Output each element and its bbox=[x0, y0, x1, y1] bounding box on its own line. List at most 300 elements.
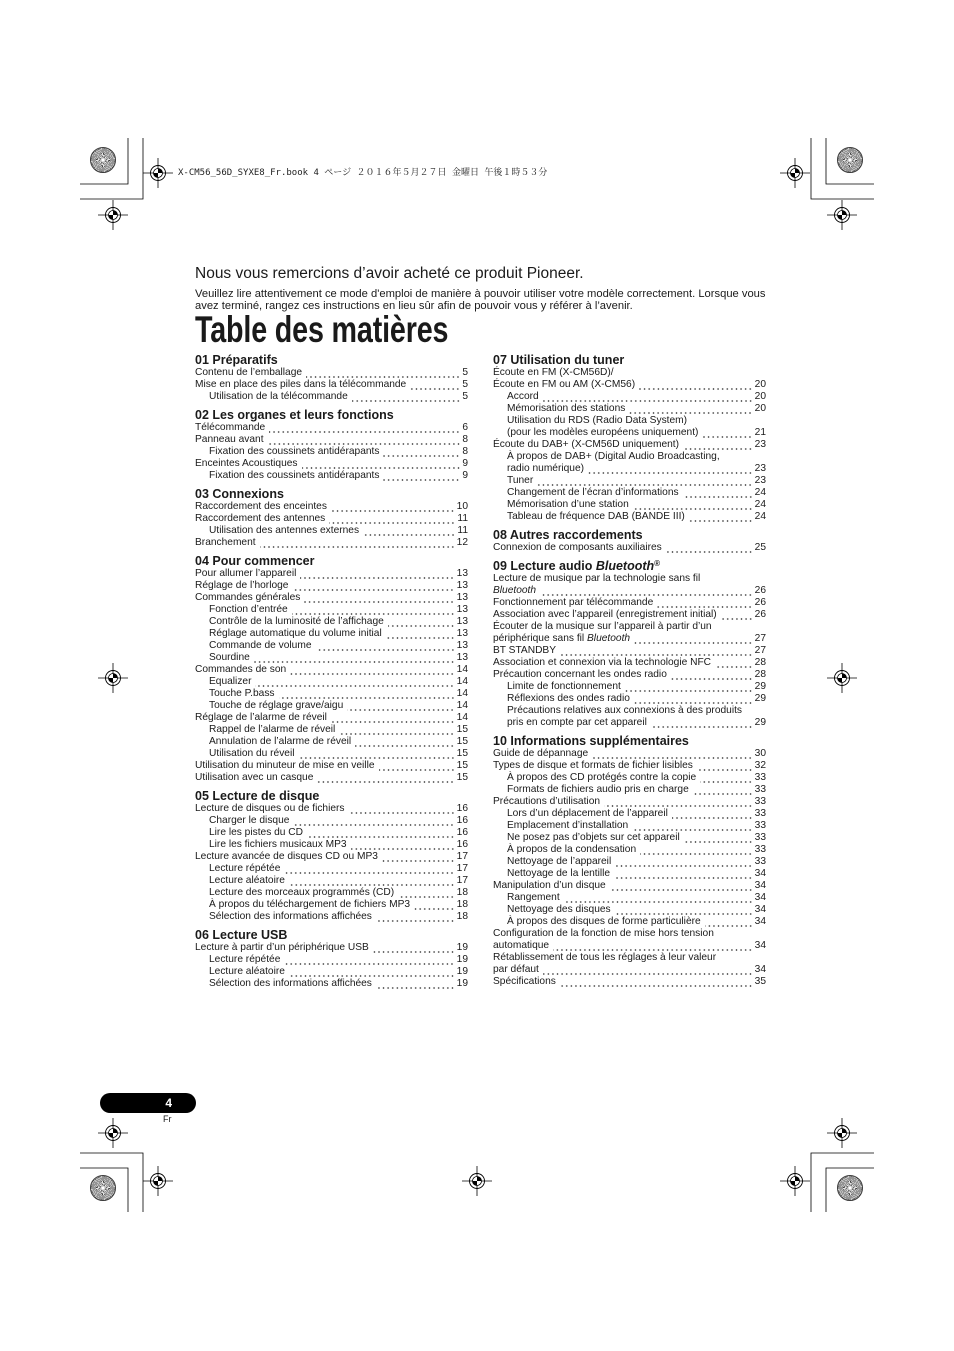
toc-section-heading bbox=[195, 353, 468, 367]
dot-leader bbox=[307, 836, 455, 838]
toc-entry-page: 29 bbox=[754, 717, 766, 728]
toc-entry-page: 23 bbox=[754, 439, 766, 450]
toc-entry-title bbox=[195, 501, 327, 513]
toc-entry-text: Formats de fichiers audio pris en charge bbox=[507, 784, 689, 795]
toc-entry-text: Utilisation des antennes externes bbox=[209, 525, 360, 536]
language-code: Fr bbox=[163, 1114, 172, 1124]
toc-entry-title bbox=[507, 511, 685, 523]
toc-entry-text: Lecture à partir d’un périphérique USB bbox=[195, 942, 369, 953]
registration-mark bbox=[143, 1166, 173, 1196]
print-slug-line: X-CM56_56D_SYXE8_Fr.book 4 ページ ２０１６年５月２７日 金曜日 午後１時５３分 bbox=[178, 168, 548, 178]
toc-entry-title bbox=[195, 760, 375, 772]
dot-leader bbox=[604, 805, 753, 807]
toc-entry-text: Réglage de l’alarme de réveil bbox=[195, 712, 327, 723]
toc-entry bbox=[195, 537, 468, 549]
toc-entry-title bbox=[507, 427, 698, 439]
toc-entry-text: Rappel de l’alarme de réveil bbox=[209, 724, 336, 735]
registered-mark: ® bbox=[654, 559, 661, 568]
toc-entry-text: Configuration de la fonction de mise hors tension bbox=[493, 928, 714, 939]
toc-entry bbox=[493, 904, 766, 916]
toc-entry-page: 33 bbox=[754, 820, 766, 831]
registration-mark bbox=[827, 200, 857, 230]
toc-entry bbox=[195, 772, 468, 784]
dot-leader bbox=[306, 376, 460, 378]
toc-entry-text: Rétablissement de tous les réglages à leur valeur bbox=[493, 952, 717, 963]
section-title: 10 Informations supplémentaires bbox=[493, 734, 689, 748]
toc-entry bbox=[195, 863, 468, 875]
toc-entry bbox=[195, 712, 468, 724]
toc-entry bbox=[493, 892, 766, 904]
toc-entry-text: Lire les fichiers musicaux MP3 bbox=[209, 839, 347, 850]
dot-leader bbox=[347, 709, 454, 711]
toc-entry-title bbox=[195, 568, 296, 580]
toc-entry-text: Précaution concernant les ondes radio bbox=[493, 669, 667, 680]
dot-leader bbox=[373, 951, 455, 953]
toc-entry-page: 14 bbox=[456, 700, 468, 711]
dot-leader bbox=[614, 877, 753, 879]
dot-leader bbox=[410, 388, 460, 390]
toc-entry-title bbox=[493, 597, 653, 609]
toc-entry-text: Utilisation du RDS (Radio Data System) bbox=[507, 415, 688, 426]
toc-entry bbox=[195, 501, 468, 513]
toc-entry bbox=[195, 942, 468, 954]
toc-entry bbox=[493, 645, 766, 657]
toc-entry-text: Annulation de l’alarme de réveil bbox=[209, 736, 352, 747]
toc-entry bbox=[195, 875, 468, 887]
toc-entry-title bbox=[493, 669, 667, 681]
toc-entry-page: 34 bbox=[754, 892, 766, 903]
section-title: 02 Les organes et leurs fonctions bbox=[195, 408, 394, 422]
toc-entry bbox=[195, 760, 468, 772]
registration-mark bbox=[98, 663, 128, 693]
toc-entry bbox=[493, 916, 766, 928]
color-target-bottom-right bbox=[837, 1175, 863, 1201]
dot-leader bbox=[702, 436, 752, 438]
toc-entry-title bbox=[209, 688, 275, 700]
dot-leader bbox=[363, 534, 455, 536]
toc-entry-page: 33 bbox=[754, 796, 766, 807]
toc-entry-title bbox=[209, 446, 379, 458]
toc-entry-page: 24 bbox=[754, 487, 766, 498]
toc-entry-text: Nettoyage de la lentille bbox=[507, 868, 611, 879]
toc-entry-page: 10 bbox=[456, 501, 468, 512]
toc-entry-text: Association avec l’appareil (enregistrement initial) bbox=[493, 609, 717, 620]
toc-entry-text: Commandes de son bbox=[195, 664, 287, 675]
toc-entry-page: 23 bbox=[754, 475, 766, 486]
toc-entry bbox=[493, 621, 766, 633]
toc-entry-text: À propos des CD protégés contre la copie bbox=[507, 772, 697, 783]
dot-leader bbox=[693, 793, 753, 795]
toc-entry-text: (pour les modèles européens uniquement) bbox=[507, 427, 699, 438]
dot-leader bbox=[543, 400, 753, 402]
dot-leader bbox=[615, 913, 753, 915]
toc-entry bbox=[493, 748, 766, 760]
toc-entry-page: 9 bbox=[462, 458, 468, 469]
toc-entry-title bbox=[507, 844, 636, 856]
section-title: 08 Autres raccordements bbox=[493, 528, 643, 542]
toc-entry bbox=[493, 669, 766, 681]
toc-entry bbox=[493, 808, 766, 820]
toc-entry-title bbox=[507, 705, 742, 717]
toc-entry-title bbox=[209, 736, 351, 748]
toc-entry-page: 13 bbox=[456, 616, 468, 627]
toc-entry-text: Enceintes Acoustiques bbox=[195, 458, 298, 469]
toc-entry-page: 13 bbox=[456, 652, 468, 663]
toc-entry bbox=[493, 542, 766, 554]
toc-entry-page: 11 bbox=[457, 525, 468, 536]
toc-entry bbox=[493, 487, 766, 499]
toc-entry-title bbox=[195, 367, 302, 379]
toc-entry-text: Types de disque et formats de fichier lisibles bbox=[493, 760, 693, 771]
toc-entry-page: 6 bbox=[462, 422, 468, 433]
toc-entry bbox=[195, 422, 468, 434]
registration-mark bbox=[827, 1118, 857, 1148]
toc-entry-page: 33 bbox=[754, 832, 766, 843]
toc-entry-title bbox=[195, 803, 345, 815]
toc-entry-text: par défaut bbox=[493, 964, 539, 975]
toc-entry-title bbox=[209, 640, 312, 652]
toc-entry-page: 13 bbox=[456, 592, 468, 603]
toc-entry-text: Lecture de musique par la technologie sans fil bbox=[493, 573, 701, 584]
toc-entry-page: 19 bbox=[456, 954, 468, 965]
dot-leader bbox=[331, 721, 455, 723]
toc-entry-text: Utilisation de la télécommande bbox=[209, 391, 348, 402]
toc-entry-page: 14 bbox=[456, 712, 468, 723]
dot-leader bbox=[633, 508, 753, 510]
toc-entry-title bbox=[209, 827, 303, 839]
color-target-bottom-left bbox=[90, 1175, 116, 1201]
toc-entry-title bbox=[209, 887, 394, 899]
toc-entry-text: radio numérique) bbox=[507, 463, 585, 474]
toc-entry-page: 17 bbox=[456, 875, 468, 886]
toc-entry bbox=[493, 681, 766, 693]
toc-entry-page: 9 bbox=[462, 470, 468, 481]
toc-entry bbox=[493, 511, 766, 523]
toc-entry-text: Tuner bbox=[507, 475, 534, 486]
dot-leader bbox=[615, 865, 752, 867]
toc-entry-title bbox=[507, 784, 689, 796]
toc-entry bbox=[195, 391, 468, 403]
toc-entry-page: 34 bbox=[754, 880, 766, 891]
toc-column-right bbox=[493, 353, 766, 988]
dot-leader bbox=[700, 781, 753, 783]
dot-leader bbox=[284, 963, 454, 965]
dot-leader bbox=[625, 690, 753, 692]
toc-entry-text: Rangement bbox=[507, 892, 560, 903]
page-number-tab bbox=[100, 1093, 196, 1113]
toc-entry-title bbox=[493, 657, 711, 669]
dot-leader bbox=[290, 673, 454, 675]
dot-leader bbox=[268, 443, 461, 445]
toc-entry-text: Écouter de la musique sur l’appareil à partir d’un bbox=[493, 621, 712, 632]
dot-leader bbox=[352, 400, 461, 402]
toc-entry-title bbox=[209, 863, 280, 875]
toc-entry bbox=[195, 851, 468, 863]
dot-leader bbox=[255, 685, 454, 687]
toc-entry-page: 19 bbox=[456, 966, 468, 977]
toc-entry bbox=[493, 415, 766, 427]
toc-entry-text: Commandes générales bbox=[195, 592, 301, 603]
dot-leader bbox=[414, 908, 455, 910]
toc-entry bbox=[195, 899, 468, 911]
dot-leader bbox=[683, 496, 753, 498]
toc-entry-title bbox=[493, 645, 556, 657]
toc-entry bbox=[195, 434, 468, 446]
toc-entry bbox=[195, 966, 468, 978]
toc-entry-title bbox=[195, 851, 378, 863]
toc-entry bbox=[195, 839, 468, 851]
registration-mark bbox=[780, 158, 810, 188]
toc-entry-text: Fixation des coussinets antidérapants bbox=[209, 470, 380, 481]
toc-entry bbox=[195, 592, 468, 604]
page-title: Table des matières bbox=[195, 309, 449, 350]
dot-leader bbox=[284, 872, 454, 874]
toc-entry bbox=[493, 717, 766, 729]
toc-entry bbox=[195, 736, 468, 748]
page-number: 4 bbox=[165, 1096, 172, 1110]
toc-entry-text: Réflexions des ondes radio bbox=[507, 693, 630, 704]
toc-entry-title bbox=[195, 712, 327, 724]
toc-entry-title bbox=[507, 681, 621, 693]
toc-entry-title bbox=[195, 772, 313, 784]
toc-entry-text: Panneau avant bbox=[195, 434, 264, 445]
toc-entry-text: Lecture des morceaux programmés (CD) bbox=[209, 887, 395, 898]
dot-leader bbox=[560, 985, 753, 987]
toc-entry bbox=[493, 693, 766, 705]
toc-entry-page: 14 bbox=[456, 676, 468, 687]
toc-entry-page: 32 bbox=[754, 760, 766, 771]
toc-entry bbox=[493, 928, 766, 940]
toc-entry-title bbox=[209, 391, 348, 403]
dot-leader bbox=[317, 781, 454, 783]
toc-entry-title bbox=[507, 451, 720, 463]
dot-leader bbox=[329, 522, 455, 524]
toc-entry-text: Précautions d’utilisation bbox=[493, 796, 601, 807]
toc-entry-text: Sélection des informations affichées bbox=[209, 911, 372, 922]
toc-entry-title bbox=[209, 652, 250, 664]
dot-leader bbox=[560, 654, 753, 656]
toc-entry-page: 15 bbox=[456, 736, 468, 747]
toc-entry bbox=[493, 772, 766, 784]
toc-entry-text: Nettoyage de l’appareil bbox=[507, 856, 612, 867]
toc-entry-text: périphérique sans fil bbox=[493, 633, 588, 644]
intro-thanks: Nous vous remercions d’avoir acheté ce produit Pioneer. bbox=[195, 265, 584, 282]
toc-entry-title bbox=[209, 966, 285, 978]
toc-entry-page: 20 bbox=[754, 403, 766, 414]
toc-entry-page: 5 bbox=[462, 379, 468, 390]
toc-entry-title bbox=[195, 664, 286, 676]
toc-entry-title bbox=[209, 815, 289, 827]
toc-entry-text: Écoute du DAB+ (X-CM56D uniquement) bbox=[493, 439, 680, 450]
toc-entry-text: Lire les pistes du CD bbox=[209, 827, 303, 838]
dot-leader bbox=[640, 853, 753, 855]
toc-entry-text: Lecture répétée bbox=[209, 863, 281, 874]
toc-section-heading bbox=[493, 559, 766, 573]
dot-leader bbox=[388, 625, 455, 627]
toc-entry-title bbox=[507, 892, 560, 904]
toc-entry bbox=[493, 952, 766, 964]
toc-entry bbox=[493, 475, 766, 487]
toc-entry-page: 24 bbox=[754, 511, 766, 522]
toc-entry bbox=[195, 748, 468, 760]
toc-entry-text: automatique bbox=[493, 940, 550, 951]
toc-entry-title bbox=[507, 391, 539, 403]
toc-entry-text: Nettoyage des disques bbox=[507, 904, 611, 915]
toc-entry-text: À propos des disques de forme particulière bbox=[507, 916, 701, 927]
toc-entry-page: 15 bbox=[456, 772, 468, 783]
toc-entry-title bbox=[209, 604, 288, 616]
toc-entry-title bbox=[209, 676, 251, 688]
toc-entry bbox=[493, 439, 766, 451]
toc-entry-text: Raccordement des antennes bbox=[195, 513, 326, 524]
toc-entry-text: Télécommande bbox=[195, 422, 266, 433]
toc-entry-text: Charger le disque bbox=[209, 815, 290, 826]
toc-entry bbox=[493, 856, 766, 868]
toc-entry bbox=[493, 868, 766, 880]
toc-entry-page: 26 bbox=[754, 609, 766, 620]
toc-entry bbox=[195, 525, 468, 537]
toc-entry-text: Lecture répétée bbox=[209, 954, 281, 965]
toc-entry-page: 27 bbox=[754, 645, 766, 656]
toc-entry bbox=[493, 820, 766, 832]
toc-entry-title bbox=[507, 499, 629, 511]
registration-mark bbox=[827, 663, 857, 693]
toc-entry-title bbox=[195, 942, 369, 954]
registration-mark bbox=[98, 1118, 128, 1148]
toc-entry-text: Utilisation avec un casque bbox=[195, 772, 314, 783]
toc-entry bbox=[195, 887, 468, 899]
toc-entry-title bbox=[507, 856, 611, 868]
dot-leader bbox=[666, 551, 753, 553]
toc-entry-title bbox=[493, 573, 700, 585]
toc-entry-title bbox=[507, 916, 701, 928]
dot-leader bbox=[684, 841, 753, 843]
section-title-italic: Bluetooth bbox=[595, 559, 655, 573]
toc-entry-title bbox=[195, 592, 300, 604]
toc-entry bbox=[493, 391, 766, 403]
toc-entry bbox=[195, 616, 468, 628]
toc-section-heading bbox=[195, 408, 468, 422]
toc-entry-text: Guide de dépannage bbox=[493, 748, 589, 759]
toc-entry bbox=[493, 597, 766, 609]
toc-entry-title bbox=[507, 463, 584, 475]
toc-entry bbox=[493, 573, 766, 585]
toc-entry bbox=[195, 568, 468, 580]
toc-entry-text: Equalizer bbox=[209, 676, 252, 687]
toc-entry-page: 26 bbox=[754, 597, 766, 608]
toc-entry-page: 15 bbox=[456, 724, 468, 735]
dot-leader bbox=[269, 431, 460, 433]
toc-entry bbox=[493, 609, 766, 621]
dot-leader bbox=[355, 745, 455, 747]
toc-entry-title bbox=[195, 458, 298, 470]
toc-entry-title bbox=[493, 633, 630, 645]
dot-leader bbox=[540, 594, 753, 596]
toc-entry-text: Emplacement d’installation bbox=[507, 820, 629, 831]
toc-entry bbox=[195, 367, 468, 379]
dot-leader bbox=[304, 601, 454, 603]
toc-entry-title bbox=[507, 772, 696, 784]
toc-entry-text: Écoute en FM (X-CM56D)/ bbox=[493, 367, 614, 378]
toc-entry bbox=[493, 705, 766, 717]
toc-entry-page: 17 bbox=[456, 851, 468, 862]
toc-entry-text: Réglage de l’horloge bbox=[195, 580, 289, 591]
dot-leader bbox=[651, 726, 753, 728]
toc-entry-page: 12 bbox=[456, 537, 468, 548]
toc-entry-title bbox=[507, 475, 533, 487]
dot-leader bbox=[260, 546, 455, 548]
toc-entry-text: Utilisation du réveil bbox=[209, 748, 295, 759]
toc-entry-page: 13 bbox=[456, 628, 468, 639]
toc-entry-text: Fonction d’entrée bbox=[209, 604, 288, 615]
registration-mark bbox=[143, 158, 173, 188]
toc-entry-title bbox=[493, 609, 717, 621]
dot-leader bbox=[610, 889, 753, 891]
toc-entry-title bbox=[209, 978, 372, 990]
toc-entry-text: Lecture de disques ou de fichiers bbox=[195, 803, 345, 814]
toc-entry-text: Changement de l’écran d’informations bbox=[507, 487, 679, 498]
toc-entry-text: Raccordement des enceintes bbox=[195, 501, 327, 512]
toc-entry-text: À propos du téléchargement de fichiers MP3 bbox=[209, 899, 411, 910]
dot-leader bbox=[564, 901, 753, 903]
toc-entry-text: Fixation des coussinets antidérapants bbox=[209, 446, 380, 457]
toc-entry bbox=[493, 832, 766, 844]
toc-entry bbox=[195, 803, 468, 815]
toc-entry-title bbox=[507, 487, 679, 499]
dot-leader bbox=[379, 769, 455, 771]
section-title: 04 Pour commencer bbox=[195, 554, 315, 568]
dot-leader bbox=[331, 510, 455, 512]
toc-entry-title bbox=[507, 868, 610, 880]
section-title: 06 Lecture USB bbox=[195, 928, 288, 942]
toc-entry-title bbox=[493, 964, 539, 976]
toc-entry bbox=[195, 700, 468, 712]
toc-entry bbox=[195, 815, 468, 827]
toc-entry-title bbox=[493, 952, 716, 964]
toc-entry-page: 16 bbox=[456, 815, 468, 826]
toc-entry-page: 18 bbox=[456, 911, 468, 922]
toc-entry-title bbox=[493, 940, 549, 952]
dot-leader bbox=[302, 467, 461, 469]
toc-entry-title bbox=[507, 403, 625, 415]
toc-entry bbox=[195, 724, 468, 736]
dot-leader bbox=[632, 829, 752, 831]
toc-entry-text: Écoute en FM ou AM (X-CM56) bbox=[493, 379, 636, 390]
toc-entry-title bbox=[507, 808, 668, 820]
toc-entry-title bbox=[209, 954, 280, 966]
toc-entry-title bbox=[195, 379, 406, 391]
toc-entry bbox=[493, 403, 766, 415]
toc-entry-text: Mise en place des piles dans la télécommande bbox=[195, 379, 407, 390]
dot-leader bbox=[386, 637, 455, 639]
toc-entry-page: 33 bbox=[754, 784, 766, 795]
toc-entry bbox=[493, 784, 766, 796]
toc-entry-page: 34 bbox=[754, 904, 766, 915]
toc-entry-title bbox=[493, 880, 606, 892]
toc-entry-page: 33 bbox=[754, 844, 766, 855]
dot-leader bbox=[349, 812, 455, 814]
toc-section-heading bbox=[195, 487, 468, 501]
toc-entry bbox=[493, 796, 766, 808]
toc-entry bbox=[195, 446, 468, 458]
toc-entry-page: 16 bbox=[456, 839, 468, 850]
dot-leader bbox=[697, 769, 753, 771]
toc-entry-text: Tableau de fréquence DAB (BANDE III) bbox=[507, 511, 685, 522]
toc-entry-text: Spécifications bbox=[493, 976, 556, 987]
toc-entry-text-italic: Bluetooth bbox=[587, 633, 631, 644]
toc-entry-page: 28 bbox=[754, 657, 766, 668]
toc-entry-title bbox=[507, 717, 647, 729]
